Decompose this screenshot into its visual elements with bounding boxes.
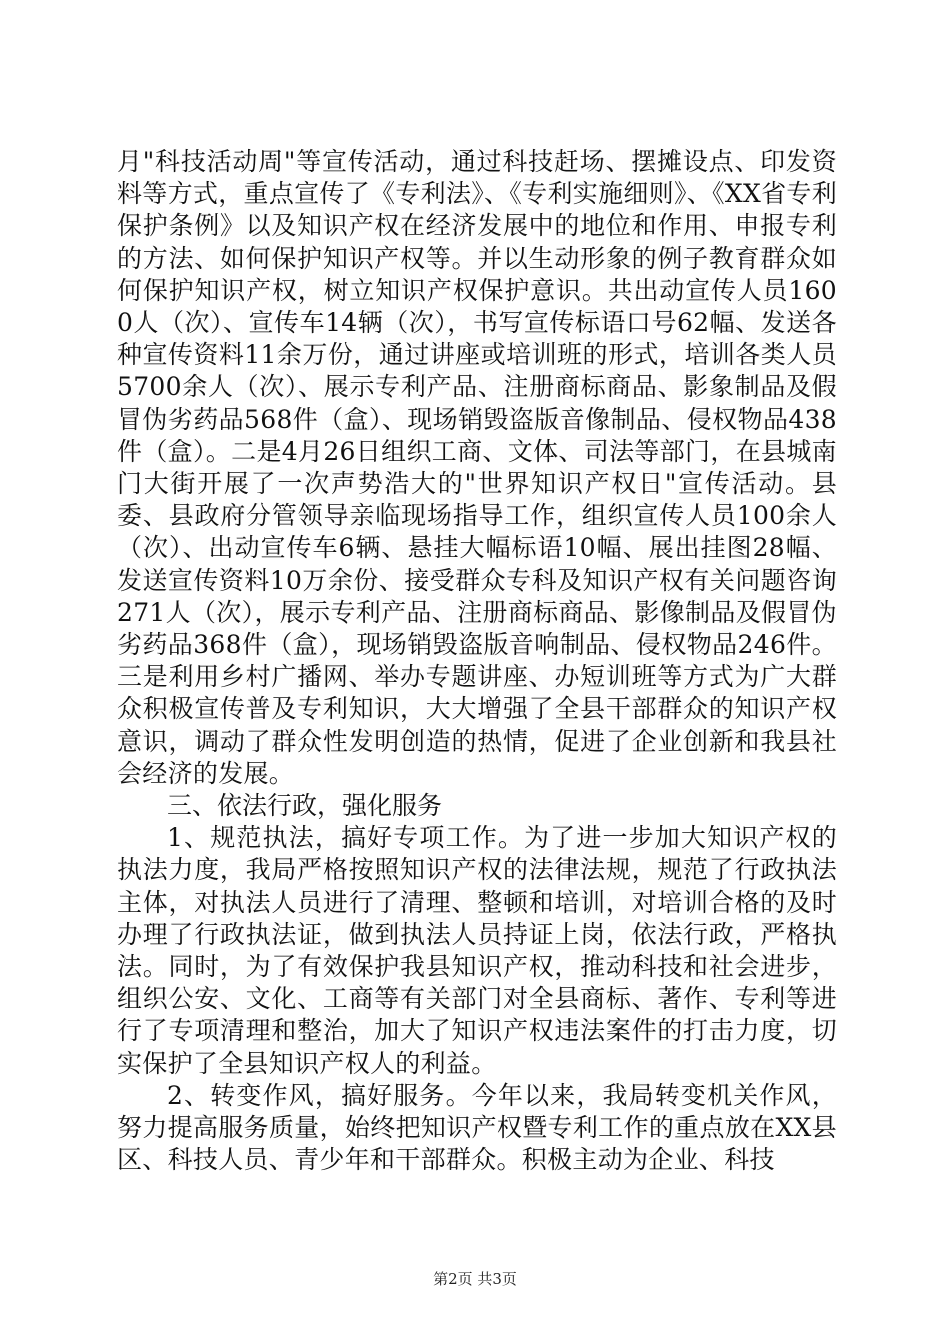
body-paragraph: 月"科技活动周"等宣传活动，通过科技赶场、摆摊设点、印发资料等方式，重点宣传了《专利法》、《专利实施细则》、《XX省专利保护条例》以及知识产权在经济发展中的地位和作用、申报专利的方法、如何保护知识产权等。并以生动形象的例子教育群众如何保护知识产权，树立知识产权保护意识。共出动宣传人员1600人（次）、宣传车14辆（次），书写宣传标语口号62幅、发送各种宣传资料11余万份，通过讲座或培训班的形式，培训各类人员5700余人（次）、展示专利产品、注册商标商品、影象制品及假冒伪劣药品568件（盒）、现场销毁盗版音像制品、侵权物品438件（盒）。二是4月26日组织工商、文体、司法等部门，在县城南门大街开展了一次声势浩大的"世界知识产权日"宣传活动。县委、县政府分管领导亲临现场指导工作，组织宣传人员100余人（次）、出动宣传车6辆、悬挂大幅标语10幅、展出挂图28幅、发送宣传资料10万余份、接受群众专科及知识产权有关问题咨询271人（次），展示专利产品、注册商标商品、影像制品及假冒伪劣药品368件（盒），现场销毁盗版音响制品、侵权物品246件。三是利用乡村广播网、举办专题讲座、办短训班等方式为广大群众积极宣传普及专利知识，大大增强了全县干部群众的知识产权意识，调动了群众性发明创造的热情，促进了企业创新和我县社会经济的发展。 — [117, 147, 837, 788]
body-paragraph: 1、规范执法，搞好专项工作。为了进一步加大知识产权的执法力度，我局严格按照知识产权的法律法规，规范了行政执法主体，对执法人员进行了清理、整顿和培训，对培训合格的及时办理了行政执法证，做到执法人员持证上岗，依法行政，严格执法。同时，为了有效保护我县知识产权，推动科技和社会进步，组织公安、文化、工商等有关部门对全县商标、著作、专利等进行了专项清理和整治，加大了知识产权违法案件的打击力度，切实保护了全县知识产权人的利益。 — [117, 823, 837, 1078]
section-heading: 三、依法行政，强化服务 — [167, 791, 443, 821]
body-paragraph: 2、转变作风，搞好服务。今年以来，我局转变机关作风，努力提高服务质量，始终把知识产权暨专利工作的重点放在XX县区、科技人员、青少年和干部群众。积极主动为企业、科技 — [117, 1080, 837, 1175]
page-footer: 第2页 共3页 — [433, 1270, 517, 1288]
document-body — [117, 146, 837, 1177]
